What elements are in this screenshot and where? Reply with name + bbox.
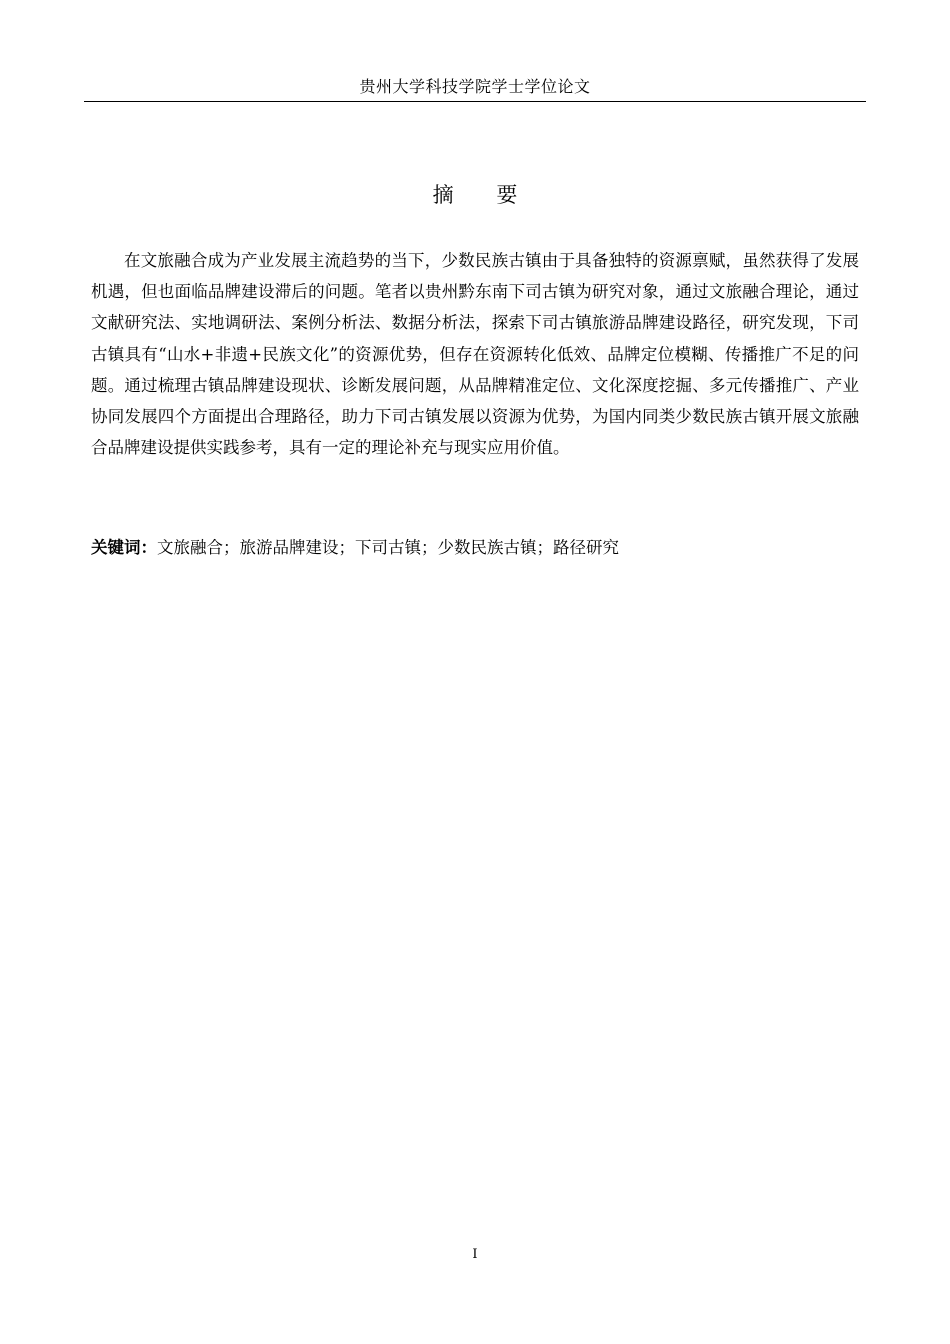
page-number: I [472, 1247, 478, 1262]
keywords-line [91, 534, 859, 562]
keywords-value: 文旅融合；旅游品牌建设；下司古镇；少数民族古镇；路径研究 [157, 538, 619, 557]
abstract-title: 摘 要 [432, 183, 536, 207]
abstract-body: 在文旅融合成为产业发展主流趋势的当下，少数民族古镇由于具备独特的资源禀赋，虽然获得了发展机遇，但也面临品牌建设滞后的问题。笔者以贵州黔东南下司古镇为研究对象，通过文旅融合理论，通过文献研究法、实地调研法、案例分析法、数据分析法，探索下司古镇旅游品牌建设路径，研究发现，下司古镇具有“山水+非遗+民族文化”的资源优势，但存在资源转化低效、品牌定位模糊、传播推广不足的问题。通过梳理古镇品牌建设现状、诊断发展问题，从品牌精准定位、文化深度挖掘、多元传播推广、产业协同发展四个方面提出合理路径，助力下司古镇发展以资源为优势，为国内同类少数民族古镇开展文旅融合品牌建设提供实践参考，具有一定的理论补充与现实应用价值。 [91, 251, 859, 458]
keywords-label: 关键词： [91, 538, 157, 557]
header-divider [84, 101, 866, 102]
running-header: 贵州大学科技学院学士学位论文 [359, 77, 591, 96]
